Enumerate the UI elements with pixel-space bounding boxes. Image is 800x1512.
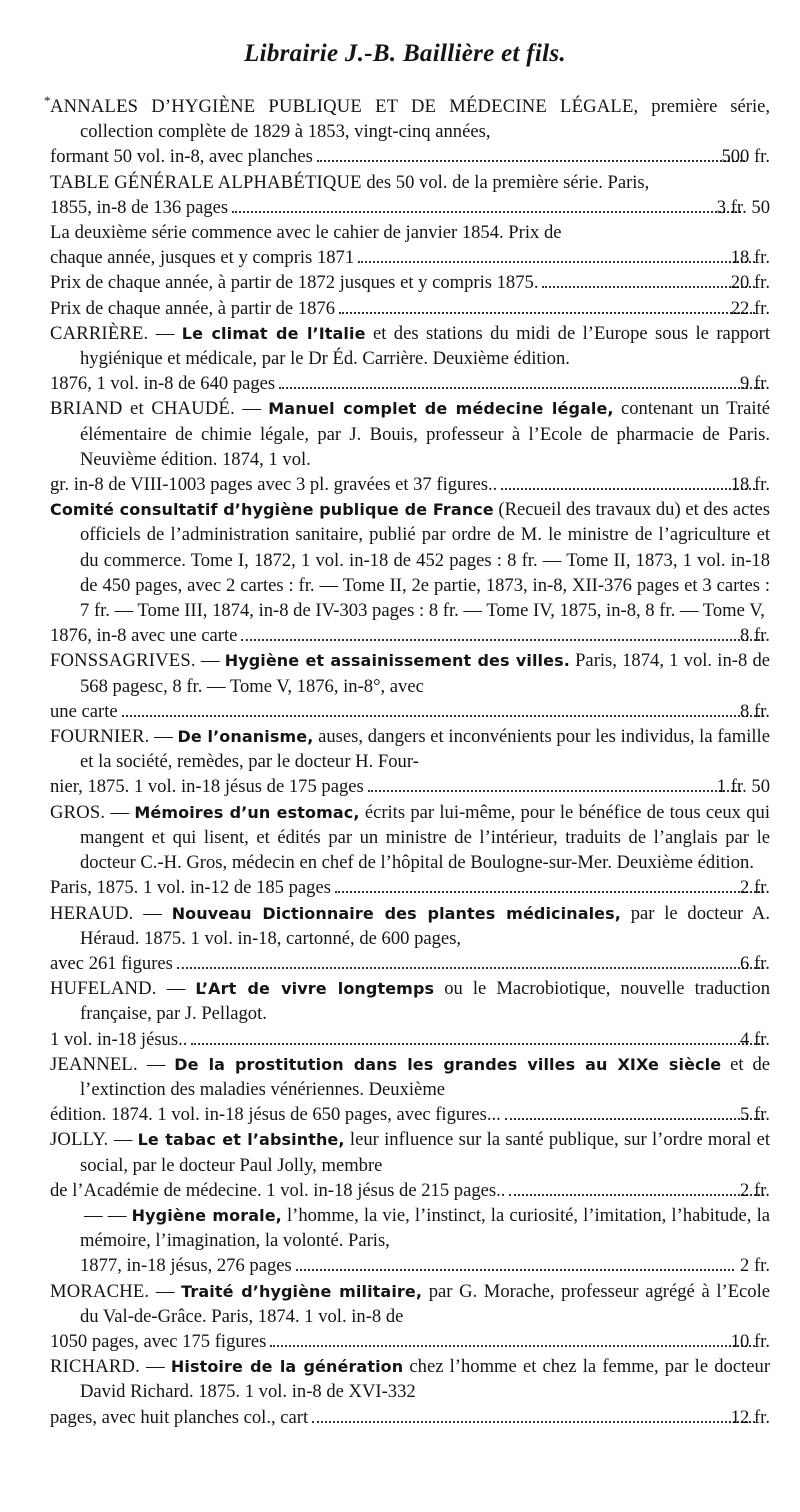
entry-price-line-text: 1877, in-18 jésus, 276 pages <box>80 1255 292 1277</box>
entry-paragraph: GROS. — Mémoires d’un estomac, écrits par lui-même, pour le bénéfice de tous ceux qui mangent et qui lisent, et édités par un ministre de l’intérieur, traduits de l’anglais par le docteur C.-H. Gros, médecin en chef de l’hôpital de Boulogne-sur-Mer. Deuxième édition. <box>50 801 771 874</box>
entry-price-line-text: gr. in-8 de VIII-1003 pages avec 3 pl. gravées et 37 figures.. <box>50 474 498 496</box>
entry-title[interactable]: Mémoires d’un estomac, <box>134 802 360 822</box>
entry-title[interactable]: Le tabac et l’absinthe, <box>137 1130 345 1150</box>
catalogue-entry <box>50 396 770 497</box>
catalogue-entry <box>50 1279 770 1355</box>
entry-description: et de l’extinction des maladies vénériennes. Deuxième <box>80 1053 770 1100</box>
entry-title[interactable]: Le climat de l’Italie <box>181 323 366 343</box>
entry-paragraph: BRIAND et CHAUDÉ. — Manuel complet de médecine légale, contenant un Traité élémentaire de chimie légale, par J. Bouis, professeur à l’Ecole de pharmacie de Paris. Neuvième édition. 1874, 1 vol. <box>50 398 770 470</box>
dot-leader <box>505 1118 764 1120</box>
entry-price-line: de l’Académie de médecine. 1 vol. in-18 jésus de 215 pages.. 2 fr. <box>80 1178 770 1203</box>
entry-price-line-text: 1855, in-8 de 136 pages <box>50 196 229 218</box>
entry-paragraph <box>50 220 770 245</box>
entry-description: des 50 vol. de la première série. Paris, <box>366 171 650 193</box>
dot-leader <box>339 312 755 314</box>
entry-price: 18 fr. <box>730 247 770 269</box>
dot-leader <box>317 160 746 162</box>
entry-author: ANNALES D’HYGIÈNE PUBLIQUE ET DE MÉDECINE LÉGALE, <box>50 96 639 117</box>
entry-description: et des stations du midi de l’Europe sous le rapport hygiénique et médicale, par le Dr Éd. Carrière. Deuxième édition. <box>80 322 771 370</box>
dot-leader <box>335 891 764 893</box>
entry-author: FOURNIER. <box>50 726 150 748</box>
entry-paragraph: JOLLY. — Le tabac et l’absinthe, leur influence sur la santé publique, sur l’ordre moral et social, par le docteur Paul Jolly, membre <box>50 1129 771 1176</box>
catalogue-entry <box>50 497 770 648</box>
entry-description: chez l’homme et chez la femme, par le docteur David Richard. 1875. 1 vol. in-8 de XVI-332 <box>80 1356 771 1403</box>
catalogue-entry <box>50 1127 770 1203</box>
entry-price-line-text: Prix de chaque année, à partir de 1872 jusques et y compris 1875. <box>50 272 539 294</box>
entry-price-line-text: de l’Académie de médecine. 1 vol. in-18 jésus de 215 pages.. <box>50 1179 506 1201</box>
catalogue-entry <box>44 93 771 170</box>
entry-price-line <box>50 270 770 295</box>
catalogue-entry <box>50 648 770 724</box>
dot-leader <box>358 261 755 263</box>
catalogue-entry <box>50 724 770 800</box>
entry-title[interactable]: Hygiène morale, <box>131 1205 282 1225</box>
entry-author: FONSSAGRIVES. <box>50 650 196 672</box>
entry-description: par G. Morache, professeur agrégé à l’Ecole du Val-de-Grâce. Paris, 1874. 1 vol. in-8 de <box>80 1280 771 1327</box>
entry-price-line: Paris, 1875. 1 vol. in-12 de 185 pages 2 fr. <box>80 875 770 900</box>
entry-description: contenant un Traité élémentaire de chimie légale, par J. Bouis, professeur à l’Ecole de pharmacie de Paris. Neuvième édition. 1874, 1 vol. <box>80 398 770 470</box>
entry-paragraph: — — Hygiène morale, l’homme, la vie, l’instinct, la curiosité, l’imitation, l’habitude, la mémoire, l’imagination, la volonté. Paris, <box>80 1204 771 1252</box>
entry-price-line <box>50 144 770 169</box>
entry-author: HERAUD. <box>50 902 134 924</box>
entries-list <box>44 93 771 1430</box>
entry-title[interactable]: Nouveau Dictionnaire des plantes médicinales, <box>171 903 621 923</box>
entry-paragraph: CARRIÈRE. — Le climat de l’Italie et des stations du midi de l’Europe sous le rapport hygiénique et médicale, par le Dr Éd. Carrière. Deuxième édition. <box>50 322 771 370</box>
dot-leader <box>368 790 741 792</box>
entry-price-line-text: 1876, in-8 avec une carte <box>50 625 238 647</box>
entry-paragraph <box>50 170 770 195</box>
entry-price: 1 fr. 50 <box>716 776 770 798</box>
entry-price-line <box>50 245 770 270</box>
entry-paragraph: JEANNEL. — De la prostitution dans les grandes villes au XIXe siècle et de l’extinction des maladies vénériennes. Deuxième <box>50 1053 770 1100</box>
entry-price-line-text: 1050 pages, avec 175 figures <box>50 1330 267 1352</box>
entry-title[interactable]: Traité d’hygiène militaire, <box>181 1281 423 1301</box>
entry-price: 2 fr. <box>740 1255 770 1277</box>
entry-price: 3 fr. 50 <box>716 196 770 218</box>
entry-paragraph: FONSSAGRIVES. — Hygiène et assainissement des villes. Paris, 1874, 1 vol. in-8 de 568 pagesc, 8 fr. — Tome V, 1876, in-8°, avec <box>50 650 770 697</box>
dot-leader <box>542 286 754 288</box>
dot-leader <box>270 1345 754 1347</box>
catalogue-entry <box>50 220 770 321</box>
catalogue-entry <box>50 800 770 901</box>
entry-price: 22 fr. <box>730 297 770 319</box>
entry-price-line-text: 1 vol. in-18 jésus.. <box>50 1028 188 1050</box>
dot-leader <box>501 488 754 490</box>
entry-description: Paris, 1874, 1 vol. in-8 de 568 pagesc, 8 fr. — Tome V, 1876, in-8°, avec <box>80 650 770 697</box>
catalogue-entry <box>50 1203 770 1279</box>
dot-leader <box>122 715 764 717</box>
entry-price: 18 fr. <box>730 474 770 496</box>
entry-description: (Recueil des travaux du) et des actes officiels de l’administration sanitaire, publié par ordre de M. le ministre de l’agriculture et du commerce. Tome I, 1872, 1 vol. in-18 de 452 pages : 8 fr. — Tome II, 1873, 1 vol. in-18 de 450 pages, avec 2 cartes : fr. — Tome II, 2e partie, 1873, in-8, XII-376 pages et 3 cartes : 7 fr. — Tome III, 1874, in-8 de IV-303 pages : 8 fr. — Tome IV, 1875, in-8, 8 fr. — Tome V, <box>80 499 770 622</box>
entry-author: GROS. <box>50 801 106 823</box>
entry-paragraph: FOURNIER. — De l’onanisme, auses, dangers et inconvénients pour les individus, la famille et la société, remèdes, par le docteur H. Four- <box>50 726 770 773</box>
entry-author: BRIAND et CHAUDÉ. <box>50 398 235 420</box>
entry-title[interactable]: Manuel complet de médecine légale, <box>268 399 614 419</box>
entry-author: RICHARD. <box>50 1356 140 1378</box>
dot-leader <box>312 1421 755 1423</box>
entry-author: TABLE GÉNÉRALE ALPHABÉTIQUE <box>50 171 362 193</box>
entry-price-line-text: chaque année, jusques et y compris 1871 <box>50 247 355 269</box>
entry-description: deuxième série commence avec le cahier de janvier 1854. Prix de <box>74 222 562 244</box>
entry-description: leur influence sur la santé publique, sur l’ordre moral et social, par le docteur Paul Jolly, membre <box>80 1129 771 1176</box>
entry-price-line <box>50 296 770 321</box>
entry-description: par le docteur A. Héraud. 1875. 1 vol. in-18, cartonné, de 600 pages, <box>80 902 771 949</box>
page-header: Librairie J.-B. Baillière et fils. <box>244 40 566 67</box>
entry-title[interactable]: Hygiène et assainissement des villes. <box>224 651 570 671</box>
entry-price-line-text: formant 50 vol. in-8, avec planches <box>50 146 313 168</box>
entry-paragraph: RICHARD. — Histoire de la génération chez l’homme et chez la femme, par le docteur David Richard. 1875. 1 vol. in-8 de XVI-332 <box>50 1356 771 1403</box>
catalogue-entry <box>50 1354 770 1430</box>
entry-paragraph <box>50 94 771 144</box>
entry-price-line: une carte 8 fr. <box>80 699 770 724</box>
entry-price-line: 1876, 1 vol. in-8 de 640 pages 9 fr. <box>80 371 770 396</box>
entry-author: HUFELAND. <box>50 978 157 1000</box>
entry-description: ou le Macrobiotique, nouvelle traduction française, par J. Pellagot. <box>80 978 770 1025</box>
entry-description: auses, dangers et inconvénients pour les individus, la famille et la société, remèdes, par le docteur H. Four- <box>80 726 770 773</box>
entry-price-line <box>80 1253 770 1278</box>
entry-price-line: avec 261 figures 6 fr. <box>80 951 770 976</box>
catalogue-entry <box>50 1052 770 1128</box>
dot-leader <box>241 639 764 641</box>
entry-price-line <box>50 1329 770 1354</box>
entry-price-line: 1876, in-8 avec une carte 8 fr. <box>80 623 770 648</box>
entry-title[interactable]: De l’onanisme, <box>177 727 314 747</box>
entry-price: 20 fr. <box>730 272 770 294</box>
entry-description: première série, collection complète de 1829 à 1853, vingt-cinq années, <box>80 96 771 143</box>
entry-author: — <box>84 1204 103 1226</box>
entry-price: 500 fr. <box>721 146 770 168</box>
entry-price: 10 fr. <box>730 1330 770 1352</box>
entry-author: JEANNEL. <box>50 1053 138 1075</box>
dot-leader <box>279 387 764 389</box>
entry-star-mark: * <box>44 93 51 108</box>
entry-price-line <box>50 472 770 497</box>
entry-paragraph: MORACHE. — Traité d’hygiène militaire, par G. Morache, professeur agrégé à l’Ecole du Val-de-Grâce. Paris, 1874. 1 vol. in-8 de <box>50 1280 771 1327</box>
entry-price-line-text: Paris, 1875. 1 vol. in-12 de 185 pages <box>50 877 331 899</box>
entry-price-line: édition. 1874. 1 vol. in-18 jésus de 650 pages, avec figures... 5 fr. <box>80 1102 770 1127</box>
catalogue-entry <box>50 321 770 397</box>
dot-leader <box>177 967 764 969</box>
entry-title[interactable]: De la prostitution dans les grandes villes au XIXe siècle <box>174 1054 722 1074</box>
entry-paragraph <box>50 497 770 623</box>
entry-author: MORACHE. <box>50 1280 150 1302</box>
entry-price-line-text: 1876, 1 vol. in-8 de 640 pages <box>50 373 276 395</box>
dot-leader <box>296 1269 734 1271</box>
entry-price-line-text: Prix de chaque année, à partir de 1876 <box>50 297 335 319</box>
entry-price-line <box>50 774 770 799</box>
dot-leader <box>509 1194 764 1196</box>
entry-price-line-text: avec 261 figures <box>50 952 173 974</box>
entry-description: écrits par lui-même, pour le bénéfice de tous ceux qui mangent et qui lisent, et édités par un ministre de l’intérieur, traduits de l’anglais par le docteur C.-H. Gros, médecin en chef de l’hôpital de Boulogne-sur-Mer. Deuxième édition. <box>80 801 771 874</box>
dot-leader <box>191 1043 764 1045</box>
entry-paragraph: HERAUD. — Nouveau Dictionnaire des plantes médicinales, par le docteur A. Héraud. 1875. 1 vol. in-18, cartonné, de 600 pages, <box>50 902 771 949</box>
entry-price-line-text: nier, 1875. 1 vol. in-18 jésus de 175 pages <box>50 776 364 798</box>
catalogue-entry <box>50 901 770 977</box>
entry-title[interactable]: Histoire de la génération <box>170 1357 404 1377</box>
entry-price-line <box>50 1405 770 1430</box>
entry-price-line: 1 vol. in-18 jésus.. 4 fr. <box>80 1027 770 1052</box>
entry-author: La <box>50 222 71 244</box>
entry-paragraph: HUFELAND. — L’Art de vivre longtemps ou le Macrobiotique, nouvelle traduction française, par J. Pellagot. <box>50 978 770 1025</box>
entry-description: l’homme, la vie, l’instinct, la curiosité, l’imitation, l’habitude, la mémoire, l’imagination, la volonté. Paris, <box>80 1204 771 1252</box>
entry-author: JOLLY. <box>50 1129 109 1151</box>
entry-title[interactable]: Comité consultatif d’hygiène publique de France <box>50 500 494 520</box>
entry-title[interactable]: L’Art de vivre longtemps <box>195 979 435 999</box>
entry-price: 12 fr. <box>730 1406 770 1428</box>
entry-price-line-text: pages, avec huit planches col., cart <box>50 1406 309 1428</box>
entry-price-line-text: une carte <box>50 700 118 722</box>
catalogue-entry <box>50 976 770 1052</box>
entry-price-line <box>50 195 770 220</box>
entry-price-line-text: édition. 1874. 1 vol. in-18 jésus de 650 pages, avec figures... <box>50 1104 501 1126</box>
entry-author: CARRIÈRE. <box>50 322 149 344</box>
catalogue-entry <box>50 170 770 220</box>
dot-leader <box>232 211 741 213</box>
